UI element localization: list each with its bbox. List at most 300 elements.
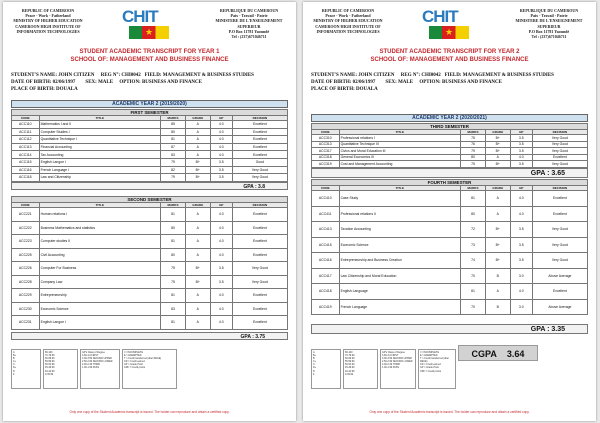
column-header: DECISION bbox=[532, 130, 587, 135]
header-right: REPUBLIQUE DU CAMEROUN Paix - Travail - Patrie MINISTERE DE L'ENSEIGNEMENT SUPERIEUR P.O Box 11781 Yaoundé Tel : (237)671046711 bbox=[215, 8, 283, 40]
column-header: GP bbox=[210, 116, 232, 121]
student-info-row2: DATE OF BIRTH: 02/06/1997 SEX: MALE OPTION: BUSINESS AND FINANCE bbox=[311, 80, 502, 85]
course-code: ACC225 bbox=[12, 248, 40, 262]
course-title: Entrepreneurship bbox=[39, 289, 160, 303]
legend-entry: 3.60-4.0 FIRST bbox=[82, 354, 99, 358]
grade-point: 4.0 bbox=[210, 221, 232, 235]
decision: Excellent bbox=[232, 302, 287, 316]
legend-entry: 80-100 bbox=[45, 351, 53, 354]
grade-range-legend bbox=[343, 349, 378, 389]
grade: B bbox=[485, 268, 510, 284]
legend-entry: 45-49.99 bbox=[345, 366, 355, 370]
second-semester-table bbox=[11, 196, 288, 330]
grade: A bbox=[485, 206, 510, 222]
marks: 83 bbox=[161, 151, 186, 159]
legend-entry: 80-100 bbox=[345, 351, 353, 354]
grade: A bbox=[485, 284, 510, 300]
legend-entry: C+ bbox=[13, 360, 17, 364]
column-header: CODE bbox=[312, 186, 340, 191]
grade-point: 4.0 bbox=[210, 302, 232, 316]
decision: Excellent bbox=[232, 128, 287, 136]
grade-point: 3.0 bbox=[510, 299, 532, 315]
grade-point: 3.5 bbox=[510, 222, 532, 238]
legend-entry: 1.00-1.99 PASS bbox=[382, 366, 399, 370]
legend-entry: CRF = Credit points bbox=[124, 366, 146, 370]
marks: 70 bbox=[461, 299, 486, 315]
legend-entry: I = INCOMPLETE bbox=[420, 351, 439, 354]
decision: Excellent bbox=[232, 248, 287, 262]
decision: Excellent bbox=[232, 136, 287, 144]
legend-entry: 50-54.99 bbox=[345, 363, 355, 367]
transcript-page-year2 bbox=[303, 2, 596, 421]
first-semester-table bbox=[11, 109, 288, 182]
course-code: ACC417 bbox=[312, 268, 340, 284]
legend-entry: 70-79.99 bbox=[45, 354, 55, 358]
decision: Excellent bbox=[532, 154, 587, 161]
table-row bbox=[312, 253, 588, 269]
legend-entry: 3.60-4.0 FIRST bbox=[382, 354, 399, 358]
legend-entry: B+ bbox=[13, 354, 16, 358]
grade: A bbox=[185, 248, 210, 262]
course-code: ACC229 bbox=[12, 289, 40, 303]
course-title: English Langue I bbox=[39, 316, 160, 330]
course-title: Computer For Business bbox=[39, 262, 160, 276]
table-row bbox=[12, 248, 288, 262]
course-code: ACC113 bbox=[12, 143, 40, 151]
grade-point: 3.5 bbox=[210, 174, 232, 182]
table-row bbox=[12, 302, 288, 316]
column-header: GP bbox=[510, 186, 532, 191]
grade: A bbox=[185, 121, 210, 129]
course-code: ACC115 bbox=[12, 158, 40, 166]
legend-entry: B bbox=[313, 357, 315, 361]
column-header: GRADE bbox=[485, 186, 510, 191]
course-title: French Language I bbox=[39, 166, 160, 174]
legend-entry: 2.00-2.49 THIRD bbox=[82, 363, 101, 367]
column-header: MARKS bbox=[461, 186, 486, 191]
grade-point: 3.5 bbox=[210, 166, 232, 174]
grade-point: 4.0 bbox=[210, 235, 232, 249]
legend-entry: 1.00-1.99 PASS bbox=[82, 366, 99, 370]
marks: 81 bbox=[161, 208, 186, 222]
legend-entry: CRF = Credit points bbox=[420, 369, 442, 373]
grade-point: 4.0 bbox=[210, 128, 232, 136]
table-row bbox=[312, 191, 588, 207]
footer-note: Only one copy of the Student Academic transcript is issued. The holder can reproduce and obtain a certified copy. bbox=[369, 410, 530, 414]
header-right: REPUBLIQUE DU CAMEROUN Paix - Travail - Patrie MINISTERE DE L'ENSEIGNEMENT SUPERIEUR P.O Box 11781 Yaoundé Tel : (237)671046711 bbox=[515, 8, 583, 40]
semester-gpa: GPA : 3.8 bbox=[11, 182, 288, 190]
legend-entry: CR = Credit earned bbox=[420, 363, 441, 367]
course-code: ACC231 bbox=[12, 316, 40, 330]
column-header: MARKS bbox=[161, 116, 186, 121]
column-header: CODE bbox=[312, 130, 340, 135]
course-code: ACC313 bbox=[312, 141, 340, 148]
keys-legend bbox=[122, 349, 177, 389]
grade: B+ bbox=[185, 174, 210, 182]
course-code: ACC226 bbox=[12, 262, 40, 276]
course-title: Tax Accounting bbox=[39, 151, 160, 159]
course-code: ACC317 bbox=[312, 148, 340, 155]
table-row bbox=[12, 275, 288, 289]
course-title: Economic Science bbox=[39, 302, 160, 316]
column-header: GP bbox=[210, 203, 232, 208]
marks: 85 bbox=[161, 121, 186, 129]
fourth-semester-table bbox=[311, 179, 588, 315]
course-code: ACC416 bbox=[312, 253, 340, 269]
decision: Very Good bbox=[232, 174, 287, 182]
column-header: MARKS bbox=[161, 203, 186, 208]
decision: Above Average bbox=[532, 299, 587, 315]
decision: Excellent bbox=[232, 208, 287, 222]
transcript-title: STUDENT ACADEMIC TRANSCRIPT FOR YEAR 1 SCHOOL OF: MANAGEMENT AND BUSINESS FINANCE bbox=[70, 49, 229, 63]
grade: B+ bbox=[485, 222, 510, 238]
academic-year-banner: ACADEMIC YEAR 2 (2020/2021) bbox=[311, 114, 588, 122]
marks: 80 bbox=[161, 248, 186, 262]
decision: Excellent bbox=[232, 221, 287, 235]
column-header: GRADE bbox=[485, 130, 510, 135]
course-title: Quantitative Technique I bbox=[39, 136, 160, 144]
legend-entry: 40-44.99 bbox=[345, 369, 355, 373]
grade-point: 4.0 bbox=[210, 151, 232, 159]
semester-label: FOURTH SEMESTER bbox=[312, 180, 588, 186]
marks: 76 bbox=[461, 141, 486, 148]
marks: 74 bbox=[461, 253, 486, 269]
column-header: DECISION bbox=[532, 186, 587, 191]
institute-logo: CHIT ★ bbox=[416, 7, 482, 47]
grade-point: 3.0 bbox=[510, 268, 532, 284]
column-header: GRADE bbox=[185, 203, 210, 208]
marks: 75 bbox=[461, 161, 486, 168]
legend-entry: C bbox=[313, 363, 315, 367]
column-header: GP bbox=[510, 130, 532, 135]
grade: B+ bbox=[185, 262, 210, 276]
legend-entry: E = EXEMPTED bbox=[420, 354, 438, 358]
grade-point: 3.5 bbox=[510, 148, 532, 155]
course-title: Law and Citizenship bbox=[39, 174, 160, 182]
table-row bbox=[312, 222, 588, 238]
grade: A bbox=[185, 316, 210, 330]
legend-entry: D+ bbox=[313, 366, 317, 370]
grade-legend bbox=[11, 349, 41, 389]
grade: B+ bbox=[185, 275, 210, 289]
course-code: ACC310 bbox=[312, 135, 340, 142]
grade: A bbox=[185, 235, 210, 249]
grade-point: 4.0 bbox=[510, 191, 532, 207]
grade: B+ bbox=[485, 161, 510, 168]
marks: 79 bbox=[161, 158, 186, 166]
table-row bbox=[12, 128, 288, 136]
course-code: ACC410 bbox=[312, 191, 340, 207]
table-row bbox=[312, 206, 588, 222]
legend-entry: T = Credit transferred (after RECE) bbox=[124, 357, 162, 361]
course-title: Mathematics I and II bbox=[39, 121, 160, 129]
course-code: ACC223 bbox=[12, 235, 40, 249]
course-title: Economic Science bbox=[339, 237, 460, 253]
legend-entry: 0-39.99 bbox=[45, 372, 54, 376]
course-code: ACC319 bbox=[312, 161, 340, 168]
course-code: ACC112 bbox=[12, 136, 40, 144]
column-header: TITLE bbox=[39, 203, 160, 208]
table-row bbox=[312, 268, 588, 284]
student-info-row1: STUDENT'S NAME: JOHN CITIZEN REG N°: CHI0042 FIELD: MANAGEMENT & BUSINESS STUDIES bbox=[311, 73, 554, 78]
marks: 81 bbox=[461, 191, 486, 207]
legend-entry: D bbox=[13, 369, 15, 373]
marks: 75 bbox=[161, 262, 186, 276]
marks: 72 bbox=[461, 222, 486, 238]
legend-entry: T = Credit transferred (after RECE) bbox=[420, 357, 449, 364]
table-row bbox=[12, 208, 288, 222]
legend-entry: GP's Class of Degree bbox=[382, 351, 405, 354]
marks: 81 bbox=[161, 289, 186, 303]
legend-entry: B+ bbox=[313, 354, 316, 358]
column-header: TITLE bbox=[339, 186, 460, 191]
table-row bbox=[312, 299, 588, 315]
grade-point: 4.0 bbox=[210, 136, 232, 144]
column-header: MARKS bbox=[461, 130, 486, 135]
legend-entry: I = INCOMPLETE bbox=[124, 351, 143, 354]
legend-entry: F bbox=[313, 372, 315, 376]
legend-entry: 50-54.99 bbox=[45, 363, 55, 367]
column-header: CODE bbox=[12, 116, 40, 121]
table-row bbox=[12, 289, 288, 303]
course-code: ACC110 bbox=[12, 121, 40, 129]
legend-entry: A bbox=[13, 351, 15, 354]
student-info-row1: STUDENT'S NAME: JOHN CITIZEN REG N°: CHI0042 FIELD: MANAGEMENT & BUSINESS STUDIES bbox=[11, 73, 254, 78]
decision: Very Good bbox=[532, 161, 587, 168]
grade-point: 3.5 bbox=[510, 141, 532, 148]
marks: 73 bbox=[461, 237, 486, 253]
star-icon: ★ bbox=[145, 27, 154, 37]
marks: 79 bbox=[461, 148, 486, 155]
table-row bbox=[12, 158, 288, 166]
grade: B+ bbox=[185, 158, 210, 166]
grade: B+ bbox=[485, 253, 510, 269]
grade: B+ bbox=[485, 237, 510, 253]
academic-year-banner: ACADEMIC YEAR 2 (2019/2020) bbox=[11, 100, 288, 108]
course-title: English Langue I bbox=[39, 158, 160, 166]
marks: 75 bbox=[461, 135, 486, 142]
decision: Excellent bbox=[232, 235, 287, 249]
grade-point: 4.0 bbox=[210, 316, 232, 330]
course-code: ACC318 bbox=[312, 154, 340, 161]
column-header: DECISION bbox=[232, 116, 287, 121]
star-icon: ★ bbox=[445, 27, 454, 37]
student-info-row3: PLACE OF BIRTH: DOUALA bbox=[311, 87, 378, 92]
decision: Above Average bbox=[532, 268, 587, 284]
course-code: ACC419 bbox=[312, 299, 340, 315]
grade-range-legend bbox=[43, 349, 78, 389]
grade-point: 3.5 bbox=[510, 253, 532, 269]
table-row bbox=[312, 161, 588, 168]
decision: Very Good bbox=[532, 237, 587, 253]
semester-label: SECOND SEMESTER bbox=[12, 197, 288, 203]
column-header: DECISION bbox=[232, 203, 287, 208]
legend-entry: 3.00-3.59 SECOND UPPER bbox=[382, 357, 412, 361]
marks: 75 bbox=[161, 275, 186, 289]
course-title: Company Law bbox=[39, 275, 160, 289]
course-title: General Economics III bbox=[339, 154, 460, 161]
course-title: English Language bbox=[339, 284, 460, 300]
decision: Excellent bbox=[232, 289, 287, 303]
marks: 80 bbox=[161, 128, 186, 136]
course-title: Human relations I bbox=[39, 208, 160, 222]
course-code: ACC221 bbox=[12, 208, 40, 222]
course-code: ACC111 bbox=[12, 128, 40, 136]
grade: A bbox=[185, 289, 210, 303]
course-title: Professional relations I bbox=[339, 135, 460, 142]
decision: Excellent bbox=[232, 143, 287, 151]
decision: Very Good bbox=[532, 222, 587, 238]
student-info-row3: PLACE OF BIRTH: DOUALA bbox=[11, 87, 78, 92]
decision: Very Good bbox=[532, 141, 587, 148]
decision: Excellent bbox=[232, 151, 287, 159]
transcript-title: STUDENT ACADEMIC TRANSCRIPT FOR YEAR 2 SCHOOL OF: MANAGEMENT AND BUSINESS FINANCE bbox=[370, 49, 529, 63]
course-code: ACC411 bbox=[312, 206, 340, 222]
decision: Very Good bbox=[532, 135, 587, 142]
legend-entry: 2.50-2.99 SECOND LOWER bbox=[382, 360, 413, 364]
legend-entry: C+ bbox=[313, 360, 317, 364]
grade-point: 4.0 bbox=[510, 154, 532, 161]
semester-gpa: GPA : 3.65 bbox=[311, 168, 588, 178]
grade-point: 4.0 bbox=[210, 121, 232, 129]
legend-entry: 2.50-2.99 SECOND LOWER bbox=[82, 360, 113, 364]
table-row bbox=[12, 121, 288, 129]
grade: A bbox=[485, 154, 510, 161]
student-info-row2: DATE OF BIRTH: 02/06/1997 SEX: MALE OPTION: BUSINESS AND FINANCE bbox=[11, 80, 202, 85]
marks: 81 bbox=[161, 235, 186, 249]
course-title: Financial Accounting bbox=[39, 143, 160, 151]
grade-point: 3.5 bbox=[210, 158, 232, 166]
header-left: REPUBLIC OF CAMEROON Peace - Work - Fatherland MINISTRY OF HIGHER EDUCATION CAMEROON HIGH INSTITUTE OF INFORMATION TECHNOLOGIES bbox=[313, 8, 383, 34]
table-row bbox=[12, 262, 288, 276]
decision: Excellent bbox=[232, 121, 287, 129]
legend-entry: 3.00-3.59 SECOND UPPER bbox=[82, 357, 112, 361]
column-header: TITLE bbox=[339, 130, 460, 135]
grade-point: 3.5 bbox=[210, 275, 232, 289]
course-code: ACC415 bbox=[312, 237, 340, 253]
table-row bbox=[12, 221, 288, 235]
table-row bbox=[12, 166, 288, 174]
decision: Excellent bbox=[532, 206, 587, 222]
semester-gpa: GPA : 3.75 bbox=[11, 332, 288, 340]
degree-class-legend bbox=[80, 349, 120, 389]
course-code: ACC114 bbox=[12, 151, 40, 159]
course-title: Professional relations II bbox=[339, 206, 460, 222]
grade: A bbox=[185, 221, 210, 235]
course-code: ACC228 bbox=[12, 275, 40, 289]
legend-entry: 60-69.99 bbox=[345, 357, 355, 361]
footer-note: Only one copy of the Student Academic transcript is issued. The holder can reproduce and obtain a certified copy. bbox=[69, 410, 230, 414]
course-title: Taxation Accounting bbox=[339, 222, 460, 238]
table-row bbox=[12, 151, 288, 159]
decision: Good bbox=[232, 158, 287, 166]
grade: A bbox=[185, 143, 210, 151]
course-title: Law Citizenship and Moral Education bbox=[339, 268, 460, 284]
third-semester-table bbox=[311, 123, 588, 168]
decision: Very Good bbox=[532, 253, 587, 269]
keys-legend bbox=[418, 349, 456, 389]
cgpa-box: CGPA 3.64 bbox=[458, 345, 538, 361]
degree-class-legend bbox=[380, 349, 416, 389]
legend-entry: F bbox=[13, 372, 15, 376]
grade: A bbox=[185, 151, 210, 159]
legend-entry: E = EXEMPTED bbox=[124, 354, 142, 358]
course-title: Case Study bbox=[339, 191, 460, 207]
semester-label: THIRD SEMESTER bbox=[312, 124, 588, 130]
semester-label: FIRST SEMESTER bbox=[12, 110, 288, 116]
decision: Excellent bbox=[532, 191, 587, 207]
legend-entry: 55-59.99 bbox=[345, 360, 355, 364]
grade-point: 3.5 bbox=[210, 262, 232, 276]
course-title: Cost and Management Accounting bbox=[339, 161, 460, 168]
grade: A bbox=[185, 136, 210, 144]
grade-point: 4.0 bbox=[510, 206, 532, 222]
legend-entry: A bbox=[313, 351, 315, 354]
table-row bbox=[12, 174, 288, 182]
course-code: ACC413 bbox=[312, 222, 340, 238]
course-title: Computer studies II bbox=[39, 235, 160, 249]
legend-entry: 55-59.99 bbox=[45, 360, 55, 364]
legend-entry: 0-39.99 bbox=[345, 372, 354, 376]
grade-point: 4.0 bbox=[510, 284, 532, 300]
grade-point: 4.0 bbox=[210, 208, 232, 222]
legend-entry: GP = Grade Point bbox=[124, 363, 143, 367]
course-code: ACC222 bbox=[12, 221, 40, 235]
legend-entry: C bbox=[13, 363, 15, 367]
column-header: CODE bbox=[12, 203, 40, 208]
marks: 83 bbox=[161, 302, 186, 316]
course-code: ACC118 bbox=[12, 174, 40, 182]
table-row bbox=[12, 136, 288, 144]
grade: A bbox=[185, 208, 210, 222]
grade: B+ bbox=[485, 148, 510, 155]
column-header: TITLE bbox=[39, 116, 160, 121]
grade: B+ bbox=[485, 135, 510, 142]
course-code: ACC116 bbox=[12, 166, 40, 174]
grade: B+ bbox=[185, 166, 210, 174]
header-left: REPUBLIC OF CAMEROON Peace - Work - Fatherland MINISTRY OF HIGHER EDUCATION CAMEROON HIGH INSTITUTE OF INFORMATION TECHNOLOGIES bbox=[13, 8, 83, 34]
column-header: GRADE bbox=[185, 116, 210, 121]
marks: 82 bbox=[161, 166, 186, 174]
course-title: Computer Studies I bbox=[39, 128, 160, 136]
institute-logo: CHIT ★ bbox=[116, 7, 182, 47]
decision: Very Good bbox=[232, 262, 287, 276]
legend-entry: D+ bbox=[13, 366, 17, 370]
marks: 80 bbox=[461, 206, 486, 222]
grade-point: 4.0 bbox=[210, 143, 232, 151]
course-code: ACC418 bbox=[312, 284, 340, 300]
marks: 80 bbox=[161, 221, 186, 235]
decision: Very Good bbox=[232, 275, 287, 289]
grade: B bbox=[485, 299, 510, 315]
marks: 79 bbox=[161, 174, 186, 182]
grade: A bbox=[185, 128, 210, 136]
course-title: Quantitative Technique III bbox=[339, 141, 460, 148]
legend-entry: B bbox=[13, 357, 15, 361]
legend-entry: GP = Grade Point bbox=[420, 366, 439, 370]
grade: B+ bbox=[485, 141, 510, 148]
grade: A bbox=[485, 191, 510, 207]
legend-entry: 60-69.99 bbox=[45, 357, 55, 361]
transcript-page-year1 bbox=[3, 2, 296, 421]
marks: 81 bbox=[161, 136, 186, 144]
grade-point: 4.0 bbox=[210, 289, 232, 303]
decision: Excellent bbox=[532, 284, 587, 300]
legend-entry: CR = Credit earned bbox=[124, 360, 145, 364]
legend-entry: GP's Class of Degree bbox=[82, 351, 105, 354]
grade-point: 3.5 bbox=[510, 135, 532, 142]
grade-legend bbox=[311, 349, 341, 389]
